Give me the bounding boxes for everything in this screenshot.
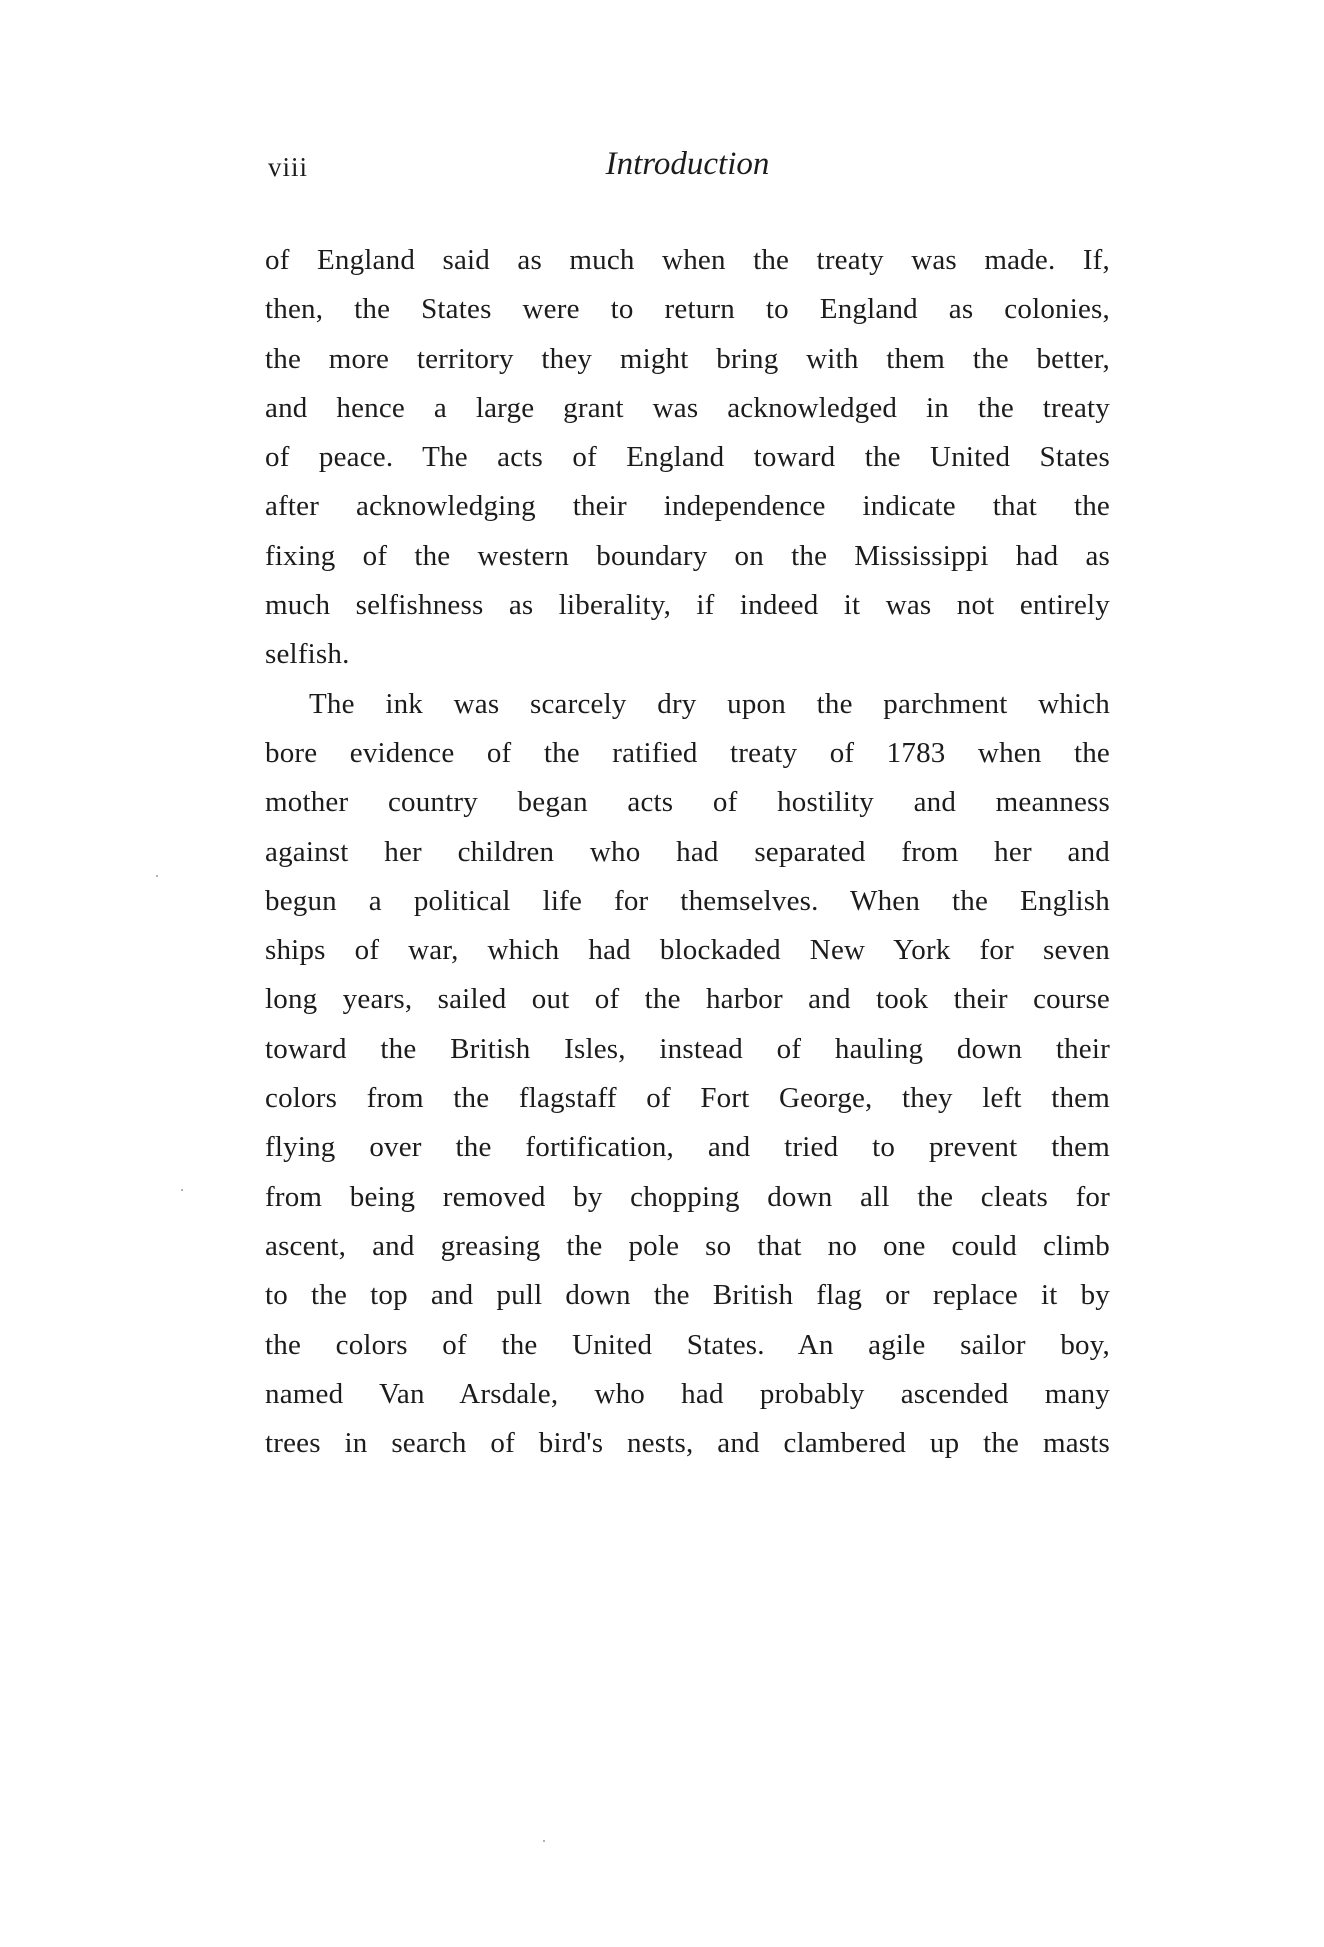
- text-line: from being removed by chopping down all the cleats for: [265, 1180, 1110, 1213]
- text-line: selfish.: [265, 638, 350, 671]
- paragraph-1: [265, 236, 1110, 680]
- scan-speck: [156, 875, 158, 877]
- text-line: ships of war, which had blockaded New York for seven: [265, 934, 1110, 967]
- text-line: much selfishness as liberality, if indeed it was not entirely: [265, 589, 1110, 622]
- scan-speck: [181, 1189, 183, 1191]
- chapter-title: Introduction: [605, 146, 770, 182]
- text-line: the more territory they might bring with them the better,: [265, 342, 1110, 375]
- text-line: of peace. The acts of England toward the United States: [265, 441, 1110, 474]
- text-line: ascent, and greasing the pole so that no one could climb: [265, 1229, 1110, 1262]
- text-line: colors from the flagstaff of Fort George, they left them: [265, 1082, 1110, 1115]
- text-line: the colors of the United States. An agile sailor boy,: [265, 1328, 1110, 1361]
- text-line: bore evidence of the ratified treaty of 1783 when the: [265, 736, 1110, 769]
- text-line: mother country began acts of hostility and meanness: [265, 786, 1110, 819]
- text-line: The ink was scarcely dry upon the parchment which: [309, 687, 1110, 720]
- body-text: [265, 236, 1110, 1468]
- page-number: viii: [268, 152, 309, 182]
- text-line: then, the States were to return to England as colonies,: [265, 293, 1110, 326]
- scan-speck: [543, 1840, 545, 1842]
- text-line: named Van Arsdale, who had probably ascended many: [265, 1377, 1110, 1410]
- text-line: flying over the fortification, and tried to prevent them: [265, 1131, 1110, 1164]
- text-line: begun a political life for themselves. When the English: [265, 884, 1110, 917]
- text-line: of England said as much when the treaty was made. If,: [265, 244, 1110, 276]
- paragraph-2: [265, 680, 1110, 1469]
- text-line: trees in search of bird's nests, and clambered up the masts: [265, 1427, 1110, 1460]
- text-line: against her children who had separated from her and: [265, 835, 1110, 868]
- text-line: after acknowledging their independence indicate that the: [265, 490, 1110, 523]
- text-line: and hence a large grant was acknowledged in the treaty: [265, 391, 1110, 424]
- running-head: [265, 146, 1110, 190]
- text-line: long years, sailed out of the harbor and took their course: [265, 983, 1110, 1016]
- text-line: fixing of the western boundary on the Mississippi had as: [265, 539, 1110, 572]
- text-line: to the top and pull down the British flag or replace it by: [265, 1279, 1110, 1312]
- text-line: toward the British Isles, instead of hauling down their: [265, 1032, 1110, 1065]
